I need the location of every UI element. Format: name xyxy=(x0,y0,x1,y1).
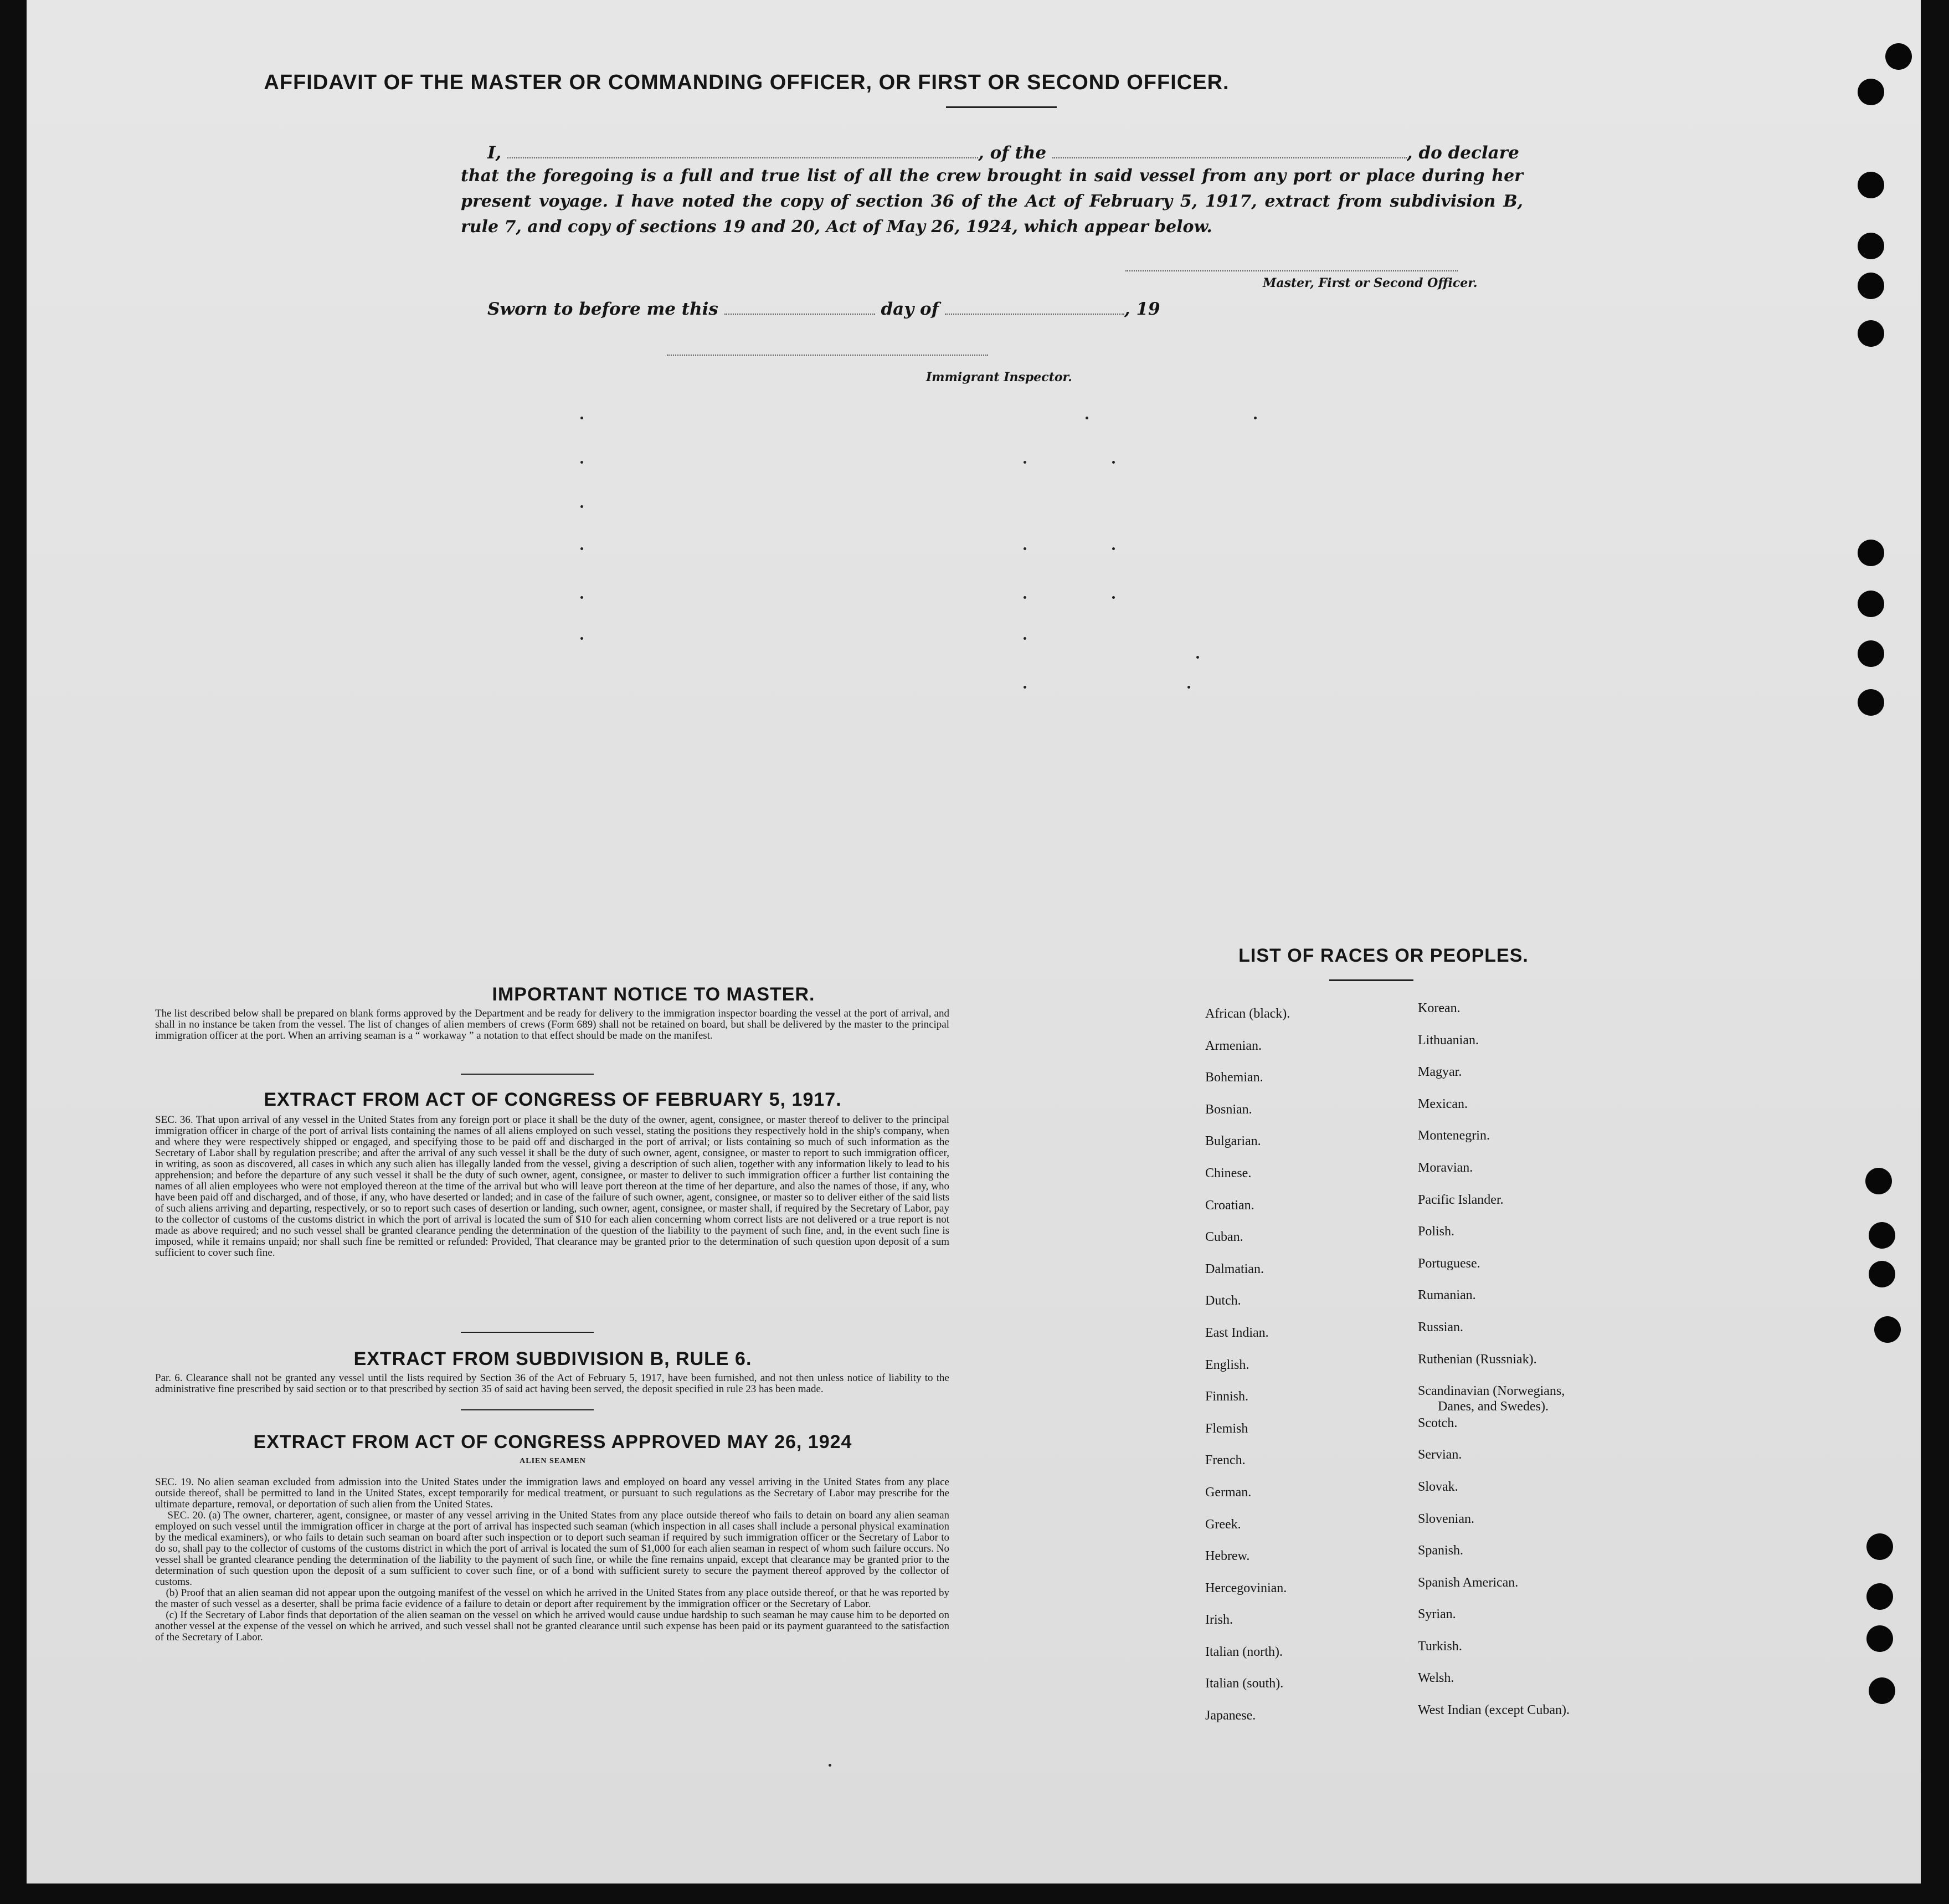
speck xyxy=(1196,656,1199,659)
label-year: , 19 xyxy=(1124,299,1160,319)
race-item: Hercegovinian. xyxy=(1205,1580,1287,1595)
binder-hole-icon xyxy=(1866,1533,1893,1560)
race-item: Portuguese. xyxy=(1418,1256,1480,1271)
extract-rule6-title: EXTRACT FROM SUBDIVISION B, RULE 6. xyxy=(353,1348,752,1369)
speck xyxy=(580,461,583,464)
signature-caption: Master, First or Second Officer. xyxy=(1263,276,1478,290)
races-underline xyxy=(1329,979,1413,981)
race-item: Finnish. xyxy=(1205,1389,1249,1404)
race-item: Slovenian. xyxy=(1418,1511,1474,1526)
race-item: German. xyxy=(1205,1485,1252,1500)
race-item: Bohemian. xyxy=(1205,1070,1263,1085)
race-item: Armenian. xyxy=(1205,1038,1262,1053)
race-item: Italian (north). xyxy=(1205,1644,1283,1659)
race-item: Bulgarian. xyxy=(1205,1134,1261,1149)
speck xyxy=(1024,637,1026,640)
affidavit-title: AFFIDAVIT OF THE MASTER OR COMMANDING OFFICER, OR FIRST OR SECOND OFFICER. xyxy=(264,71,1230,94)
race-item: Slovak. xyxy=(1418,1479,1458,1494)
title-underline xyxy=(946,106,1057,108)
divider-3 xyxy=(461,1409,594,1410)
race-item: Polish. xyxy=(1418,1224,1455,1239)
race-item: Hebrew. xyxy=(1205,1549,1250,1564)
label-i: I, xyxy=(487,143,502,163)
binder-hole-icon xyxy=(1866,1625,1893,1652)
declaration-text: that the foregoing is a full and true list of all the crew brought in said vessel from any port or place during her present voyage. I have noted the copy of section 36 of the Act of February 5, 1917, extract from subdivision B, rule 7, and copy of sections 19 and 20, Act of May 26, 1924, which appear below. xyxy=(461,166,1523,237)
speck xyxy=(580,637,583,640)
race-item: East Indian. xyxy=(1205,1325,1269,1340)
label-sworn: Sworn to before me this xyxy=(487,299,718,319)
race-item: Cuban. xyxy=(1205,1230,1243,1245)
speck xyxy=(580,547,583,550)
races-left-column xyxy=(1205,1006,1290,1740)
race-item: Turkish. xyxy=(1418,1639,1462,1654)
race-item: Flemish xyxy=(1205,1421,1248,1436)
speck xyxy=(1112,547,1115,550)
binder-hole-icon xyxy=(1865,1168,1892,1194)
inspector-signature-line[interactable] xyxy=(667,355,988,356)
binder-hole-icon xyxy=(1858,689,1884,716)
race-item: Pacific Islander. xyxy=(1418,1192,1504,1207)
binder-hole-icon xyxy=(1858,172,1884,198)
race-item: West Indian (except Cuban). xyxy=(1418,1703,1570,1718)
binder-hole-icon xyxy=(1869,1677,1895,1704)
sworn-line xyxy=(487,299,1160,319)
notice-body: The list described below shall be prepared on blank forms approved by the Department and be ready for delivery to the immigration inspector boarding the vessel at the port of arrival, and shall in no instance be taken from the vessel. The list of changes of alien members of crews (Form 689) shall not be retained on board, but shall be delivered by the master to the principal immigration officer at the port. When an arriving seaman is a “ workaway ” a notation to that effect should be made on the manifest. xyxy=(155,1008,952,1041)
document-sheet xyxy=(27,0,1921,1884)
binder-hole-icon xyxy=(1874,1316,1901,1343)
binder-hole-icon xyxy=(1858,540,1884,566)
notice-title: IMPORTANT NOTICE TO MASTER. xyxy=(492,984,815,1005)
binder-hole-icon xyxy=(1858,320,1884,347)
extract-rule6-body: Par. 6. Clearance shall not be granted any vessel until the lists required by Section 36 of the Act of February 5, 1917, have been furnished, and not then unless notice of liability to the administrative fine prescribed by said section or to that prescribed by section 35 of said act having been served, the deposit specified in rule 23 has been made. xyxy=(155,1372,952,1395)
binder-hole-icon xyxy=(1858,273,1884,299)
race-item: Ruthenian (Russniak). xyxy=(1418,1352,1537,1367)
speck xyxy=(580,417,583,419)
race-item: Bosnian. xyxy=(1205,1102,1252,1117)
race-item: Dutch. xyxy=(1205,1294,1241,1308)
divider-2 xyxy=(461,1332,594,1333)
speck xyxy=(1112,461,1115,464)
race-item: Scandinavian (Norwegians, Danes, and Swedes). xyxy=(1418,1384,1565,1414)
divider-1 xyxy=(461,1074,594,1075)
race-item: French. xyxy=(1205,1453,1246,1468)
affidavit-name-line xyxy=(487,143,1519,163)
speck xyxy=(1254,417,1257,419)
speck xyxy=(1086,417,1088,419)
binder-hole-icon xyxy=(1869,1261,1895,1287)
race-item: Scotch. xyxy=(1418,1415,1458,1430)
speck xyxy=(580,505,583,508)
race-item: Greek. xyxy=(1205,1517,1241,1532)
extract-1924-title: EXTRACT FROM ACT OF CONGRESS APPROVED MAY 26, 1924 xyxy=(253,1431,852,1453)
race-item: Italian (south). xyxy=(1205,1676,1284,1691)
label-of-the: , of the xyxy=(978,143,1047,163)
race-item: Magyar. xyxy=(1418,1065,1462,1080)
race-item: Spanish American. xyxy=(1418,1575,1519,1590)
race-item: Syrian. xyxy=(1418,1607,1456,1622)
inspector-caption: Immigrant Inspector. xyxy=(926,370,1072,384)
speck xyxy=(829,1764,831,1767)
label-day-of: day of xyxy=(881,299,939,319)
race-item: Dalmatian. xyxy=(1205,1261,1264,1276)
binder-hole-icon xyxy=(1858,640,1884,667)
race-item: Montenegrin. xyxy=(1418,1128,1490,1143)
race-item: Chinese. xyxy=(1205,1166,1252,1181)
binder-hole-icon xyxy=(1858,79,1884,105)
race-item: Russian. xyxy=(1418,1320,1464,1335)
extract-1924-body: SEC. 19. No alien seaman excluded from admission into the United States under the immigration laws and employed on board any vessel arriving in the United States from any place outside thereof, shall be permitted to land in the United States, except temporarily for medical treatment, or pursuant to such regulations as the Secretary of Labor may prescribe for the ultimate departure, removal, or deportation of such alien from the United States. SEC. 20. (a) The owner, charterer, agent, consignee, or master of any vessel arriving in the United States from any place outside thereof who fails to detain on board any alien seaman employed on such vessel until the immigration officer in charge at the port of arrival has inspected such seaman (which inspection in all cases shall include a personal physical examination by the medical examiners), or who fails to detain such seaman on board after such inspection or to deport such seaman if required by such immigration officer or the Secretary of Labor to do so, shall pay to the collector of customs of the customs district in which the port of arrival is located the sum of $1,000 for each alien seaman in respect of whom such failure occurs. No vessel shall be granted clearance pending the determination of the liability to the payment of such fine, or while the fine remains unpaid, except that clearance may be granted prior to the determination of such question upon the deposit of a sum sufficient to cover such fine, or of a bond with sufficient surety to secure the payment thereof approved by the collector of customs. (b) Proof that an alien seaman did not appear upon the outgoing manifest of the vessel on which he arrived in the United States from any place outside thereof, or that he was reported by the master of such vessel as a deserter, shall be prima facie evidence of a failure to detain or deport after requirement by the immigration officer or the Secretary of Labor. (c) If the Secretary of Labor finds that deportation of the alien seaman on the vessel on which he arrived would cause undue hardship to such seaman he may cause him to be deported on another vessel at the expense of the vessel on which he arrived, and such vessel shall not be granted clearance until such expense has been paid or its payment guaranteed to the satisfaction of the Secretary of Labor. xyxy=(155,1476,950,1643)
speck xyxy=(1187,686,1190,689)
race-item: Korean. xyxy=(1418,1001,1461,1015)
race-item: Irish. xyxy=(1205,1613,1233,1628)
binder-hole-icon xyxy=(1858,233,1884,259)
extract-1917-title: EXTRACT FROM ACT OF CONGRESS OF FEBRUARY 5, 1917. xyxy=(264,1089,842,1110)
race-item: Japanese. xyxy=(1205,1708,1256,1723)
race-item: Rumanian. xyxy=(1418,1288,1476,1303)
binder-hole-icon xyxy=(1866,1583,1893,1610)
race-item: Croatian. xyxy=(1205,1198,1254,1213)
sworn-day-field[interactable] xyxy=(724,300,875,315)
race-item: Servian. xyxy=(1418,1448,1462,1462)
races-title: LIST OF RACES OR PEOPLES. xyxy=(1238,945,1529,966)
race-item: Moravian. xyxy=(1418,1160,1473,1175)
races-right-column xyxy=(1418,1000,1570,1734)
speck xyxy=(580,596,583,599)
extract-1924-subtitle: ALIEN SEAMEN xyxy=(520,1457,586,1465)
race-item: Mexican. xyxy=(1418,1096,1468,1111)
binder-hole-icon xyxy=(1858,591,1884,617)
vessel-name-field[interactable] xyxy=(1052,144,1407,158)
race-item: Spanish. xyxy=(1418,1543,1464,1558)
label-do-declare: , do declare xyxy=(1406,143,1519,163)
race-item: African (black). xyxy=(1205,1007,1290,1021)
master-name-field[interactable] xyxy=(507,144,978,158)
race-item: Lithuanian. xyxy=(1418,1033,1479,1048)
extract-1917-body: SEC. 36. That upon arrival of any vessel in the United States from any foreign port or place it shall be the duty of the owner, agent, consignee, or master thereof to deliver to the principal immigration officer in charge of the port of arrival lists containing the names of all aliens employed on such vessel, stating the positions they respectively hold in the ship's company, when and where they were respectively shipped or engaged, and specifying those to be paid off and discharged in the port of arrival; or lists containing so much of such information as the Secretary of Labor shall by regulation prescribe; and after the arrival of any such vessel it shall be the duty of such owner, agent, consignee, or master to report to such immigration officer, in writing, as soon as discovered, all cases in which any such alien has illegally landed from the vessel, giving a description of such alien, together with any information likely to lead to his apprehension; and before the departure of any such vessel it shall be the duty of such owner, agent, consignee, or master to deliver to such immigration officer a further list containing the names of all alien employees who were not employed thereon at the time of the arrival but who will leave port thereon at the time of her departure, and also the names of those, if any, who have been paid off and discharged, and of those, if any, who have deserted or landed; and in case of the failure of such owner, agent, consignee, or master so to deliver either of the said lists of such aliens arriving and departing, respectively, or so to report such cases of desertion or landing, such owner, agent, consignee, or master shall, if required by the Secretary of Labor, pay to the collector of customs of the customs district in which the port of arrival is located the sum of $10 for each alien concerning whom correct lists are not delivered or a true report is not made as above required; and no such vessel shall be granted clearance pending the determination of the question of the liability to the payment of such fine, and, in the event such fine is imposed, while it remains unpaid; nor shall such fine be remitted or refunded: Provided, That clearance may be granted prior to the determination of such question upon deposit of a sum sufficient to cover such fine. xyxy=(155,1114,952,1259)
sworn-month-field[interactable] xyxy=(945,300,1124,315)
speck xyxy=(1024,461,1026,464)
signature-line[interactable] xyxy=(1125,270,1458,271)
speck xyxy=(1112,596,1115,599)
speck xyxy=(1024,686,1026,689)
speck xyxy=(1024,547,1026,550)
speck xyxy=(1024,596,1026,599)
binder-hole-icon xyxy=(1869,1222,1895,1249)
race-item: English. xyxy=(1205,1357,1249,1372)
race-item: Welsh. xyxy=(1418,1671,1454,1686)
binder-hole-icon xyxy=(1885,43,1912,70)
